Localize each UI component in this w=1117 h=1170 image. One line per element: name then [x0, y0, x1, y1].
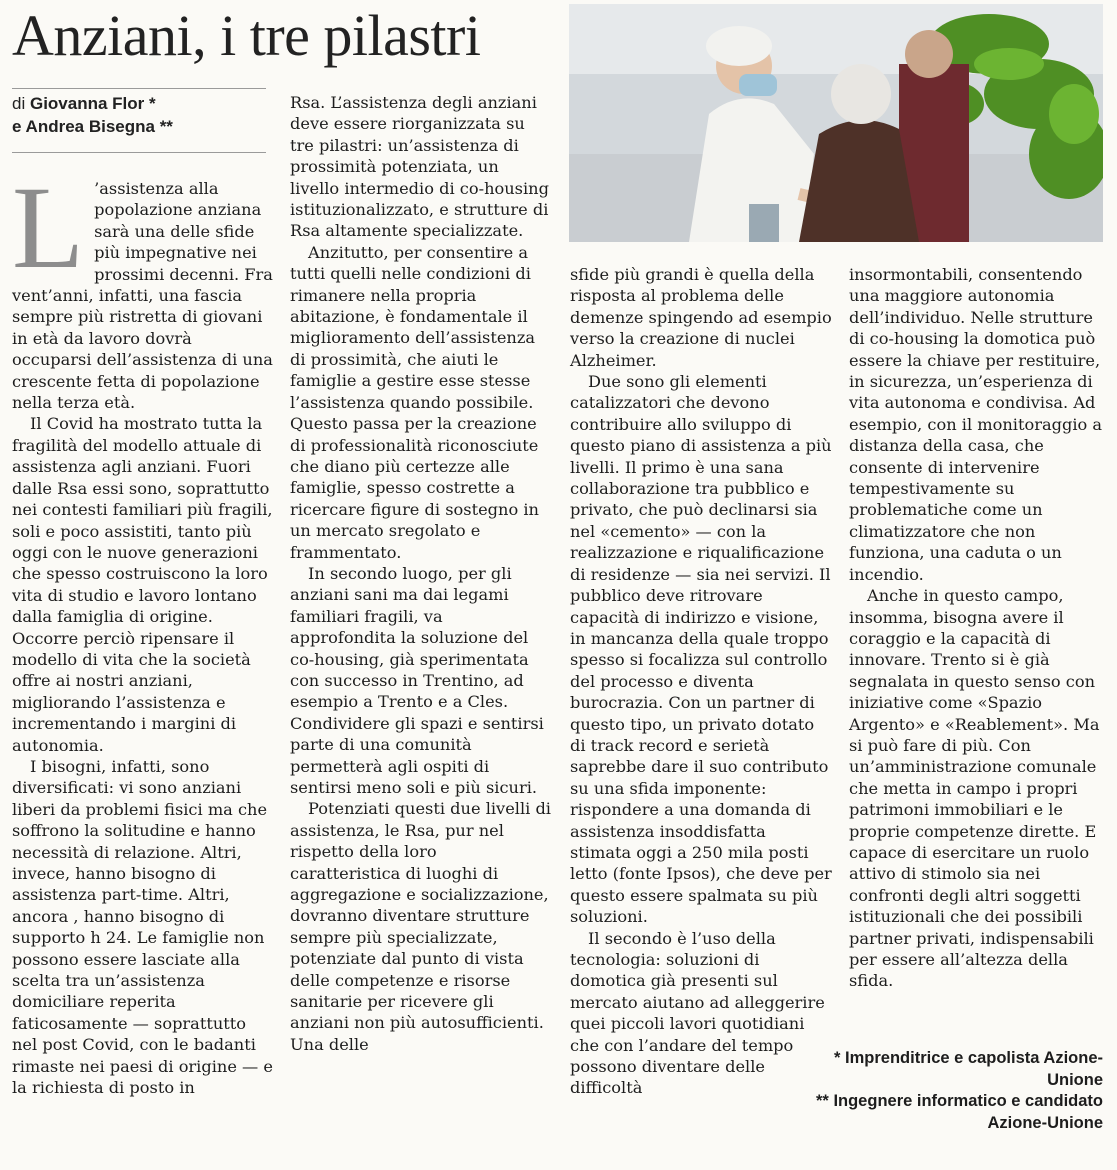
credit-line-2: ** Ingegnere informatico e candidato Azione-Unione [816, 1092, 1103, 1132]
paragraph: In secondo luogo, per gli anziani sani ma dai legami familiari fragili, va approfondita la soluzione del co-housing, già sperimentata con successo in Trentino, ad esempio a Trento e a Cles. Condividere gli spazi e sentirsi parte di una comunità permetterà agli ospiti di sentirsi meno soli e più sicuri. [290, 563, 544, 797]
byline-bottom-rule [12, 152, 266, 153]
byline-prefix: di [12, 94, 26, 113]
photo-illustration [569, 4, 1103, 242]
author-credits [803, 1048, 1103, 1134]
paragraph: I bisogni, infatti, sono diversificati: vi sono anziani liberi da problemi fisici ma che soffrono la solitudine e hanno necessità di relazione. Altri, invece, hanno bisogno di assistenza part-time. Altri, ancora , hanno bisogno di supporto h 24. Le famiglie non possono essere lasciate alla scelta tra un’assistenza domiciliare reperita faticosamente — soprattutto nel post Covid, con le badanti rimaste nei paesi di origine — e la richiesta di posto in [12, 756, 273, 1098]
author-1: Giovanna Flor * [29, 94, 156, 113]
article-column-4 [849, 264, 1107, 992]
paragraph: Potenziati questi due livelli di assistenza, le Rsa, pur nel rispetto della loro caratteristica di luoghi di aggregazione e socializzazione, dovranno diventare strutture sempre più specializzate, potenziate dal punto di vista delle competenze e risorse sanitarie per ricevere gli anziani non più autosufficienti. Una delle [290, 799, 551, 1054]
paragraph-continued: Rsa. L’assistenza degli anziani deve essere riorganizzata su tre pilastri: un’assistenza di prossimità potenziata, un livello intermedio di co-housing istituzionalizzato, e strutture di Rsa altamente specializzate. [290, 93, 549, 241]
paragraph: Il secondo è l’uso della tecnologia: soluzioni di domotica già presenti sul mercato aiutano ad alleggerire quei piccoli lavori quotidiani che con l’andare del tempo possono diventare delle difficoltà [570, 928, 825, 1098]
paragraph: Anche in questo campo, insomma, bisogna avere il coraggio e la capacità di innovare. Trento si è già segnalata in questo senso con iniziative come «Spazio Argento» e «Reablement». Ma si può fare di più. Con un’amministrazione comunale che metta in campo i propri patrimoni immobiliari e le proprie competenze dirette. E capace di esercitare un ruolo attivo di stimolo sia nei confronti degli altri soggetti istituzionali che dei possibili partner privati, indispensabili per essere all’altezza della sfida. [849, 586, 1100, 991]
paragraph: Anzitutto, per consentire a tutti quelli nelle condizioni di rimanere nella propria abitazione, è fondamentale il miglioramento dell’assistenza di prossimità, che aiuti le famiglie a gestire esse stesse l’assistenza quando possibile. Questo passa per la creazione di professionalità riconosciute che diano più certezze alle famiglie, spesso costrette a ricercare figure di sostegno in un mercato sregolato e frammentato. [290, 242, 539, 562]
intro-paragraph: ’assistenza alla popolazione anziana sarà una delle sfide più impegnative nei prossimi decenni. Fra vent’anni, infatti, una fascia sempre più ristretta di giovani in età da lavoro dovrà occuparsi dell’assistenza di una crescente fetta di popolazione nella terza età. [12, 179, 273, 413]
article-column-1 [12, 162, 274, 1098]
drop-cap: L [12, 162, 85, 293]
credit-line-1: * Imprenditrice e capolista Azione-Unione [834, 1049, 1103, 1089]
paragraph-continued: insormontabili, consentendo una maggiore autonomia dell’individuo. Nelle strutture di co-housing la domotica può essere la chiave per restituire, in sicurezza, un’esperienza di vita autonoma e condivisa. Ad esempio, con il monitoraggio a distanza della casa, che consente di intervenire tempestivamente su problematiche come un climatizzatore che non funziona, una caduta o un incendio. [849, 265, 1103, 584]
byline-top-rule [12, 88, 266, 89]
article-photo [569, 4, 1103, 242]
paragraph-continued: sfide più grandi è quella della risposta al problema delle demenze spingendo ad esempio verso la creazione di nuclei Alzheimer. [570, 265, 832, 370]
paragraph: Il Covid ha mostrato tutta la fragilità del modello attuale di assistenza agli anziani. Fuori dalle Rsa essi sono, soprattutto nei contesti familiari più fragili, soli e poco assistiti, tanto più oggi con le nuove generazioni che spesso costruiscono la loro vita di studio e lavoro lontano dalla famiglia di origine. Occorre perciò ripensare il modello di vita che la società offre ai nostri anziani, migliorando l’assistenza e incrementando i margini di autonomia. [12, 414, 273, 755]
article-column-2 [290, 92, 552, 1055]
byline [12, 92, 272, 138]
author-2: e Andrea Bisegna ** [12, 117, 173, 136]
paragraph: Due sono gli elementi catalizzatori che devono contribuire allo sviluppo di questo piano di assistenza a più livelli. Il primo è una sana collaborazione tra pubblico e privato, che può declinarsi sia nel «cemento» — con la realizzazione e riqualificazione di residenze — sia nei servizi. Il pubblico deve ritrovare capacità di indirizzo e visione, in mancanza della quale troppo spesso si focalizza sul controllo del processo e diventa burocrazia. Con un partner di questo tipo, un privato dotato di track record e serietà saprebbe dare il suo contributo su una sfida imponente: rispondere a una domanda di assistenza insoddisfatta stimata oggi a 250 mila posti letto (fonte Ipsos), che deve per questo essere spalmata su più soluzioni. [570, 372, 832, 927]
headline: Anziani, i tre pilastri [12, 3, 481, 68]
article-column-3 [570, 264, 832, 1099]
